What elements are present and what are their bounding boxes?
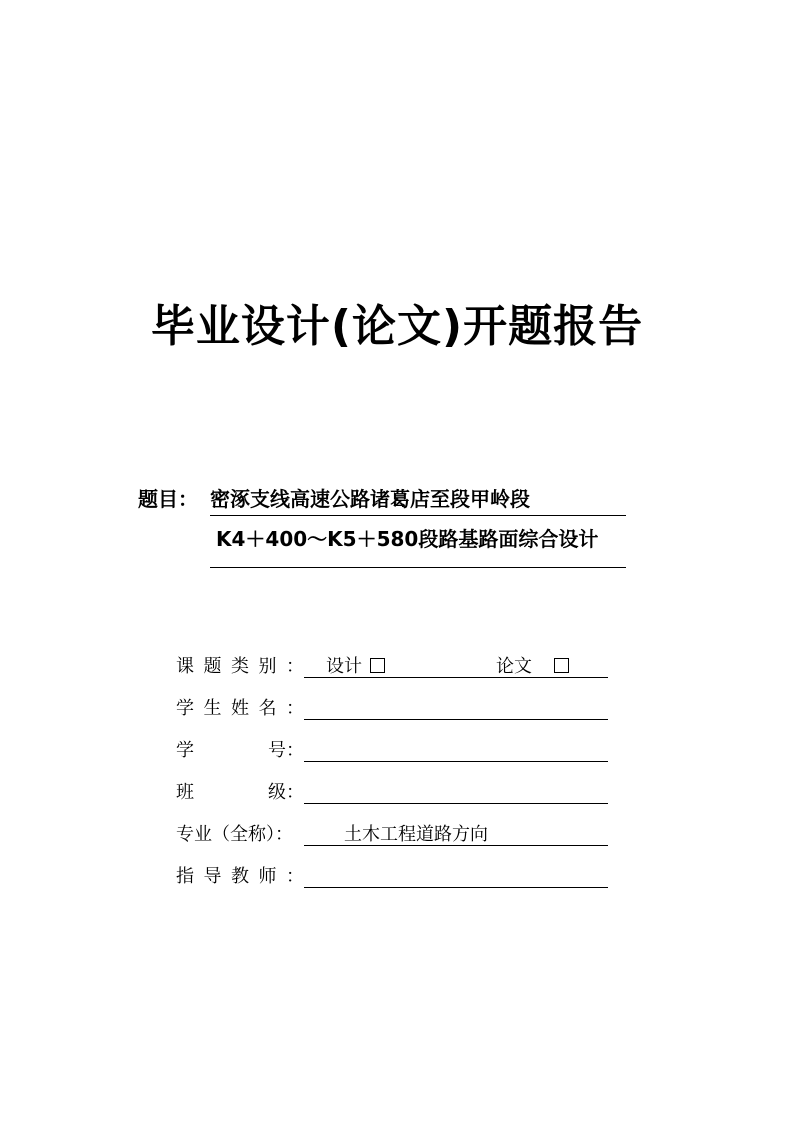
- label-char: 班: [176, 782, 194, 803]
- label-char: 指: [176, 866, 194, 887]
- label-char: 名: [258, 698, 277, 719]
- label-char: 类: [231, 656, 249, 677]
- row-category: [176, 652, 616, 682]
- category-label: [176, 652, 304, 678]
- design-checkbox[interactable]: [370, 658, 385, 673]
- major-label: 专业（全称）：: [176, 824, 293, 845]
- student-name-label: [176, 694, 304, 720]
- label-char: ：: [286, 782, 304, 803]
- thesis-checkbox[interactable]: [554, 658, 569, 673]
- thesis-option[interactable]: [496, 652, 569, 678]
- label-char: 师: [258, 866, 277, 887]
- row-student-name: [176, 694, 616, 724]
- row-major: [176, 820, 616, 850]
- student-name-field[interactable]: [304, 694, 608, 720]
- major-value: 土木工程道路方向: [344, 824, 488, 845]
- row-student-id: [176, 736, 616, 766]
- topic-text-2: K4＋400～K5＋580段路基路面综合设计: [216, 527, 599, 551]
- design-option[interactable]: [326, 652, 385, 678]
- topic-line-2: [210, 523, 626, 568]
- label-char: 题: [203, 656, 222, 677]
- thesis-option-label: 论文: [496, 656, 532, 677]
- student-id-label: [176, 736, 304, 762]
- page-title: 毕业设计(论文)开题报告: [150, 301, 644, 352]
- label-char: 导: [203, 866, 222, 887]
- category-value-line: [304, 652, 608, 678]
- topic-label: 题目：: [138, 487, 198, 511]
- label-char: 号: [268, 740, 286, 761]
- topic-text-1: 密涿支线高速公路诸葛店至段甲岭段: [210, 487, 530, 511]
- advisor-field[interactable]: [304, 862, 608, 888]
- label-char: ：: [286, 656, 304, 677]
- design-option-label: 设计: [326, 656, 362, 677]
- label-char: 课: [176, 656, 194, 677]
- advisor-label: [176, 862, 304, 888]
- label-char: ：: [286, 698, 304, 719]
- label-char: 学: [176, 698, 194, 719]
- row-advisor: [176, 862, 616, 892]
- label-char: 姓: [231, 698, 249, 719]
- label-char: 别: [258, 656, 277, 677]
- label-char: ：: [286, 866, 304, 887]
- label-char: 生: [203, 698, 222, 719]
- row-class: [176, 778, 616, 808]
- topic-line-1: [210, 483, 626, 516]
- label-char: 学: [176, 740, 194, 761]
- label-char: 教: [231, 866, 249, 887]
- class-label: [176, 778, 304, 804]
- class-field[interactable]: [304, 778, 608, 804]
- label-char: ：: [286, 740, 304, 761]
- student-id-field[interactable]: [304, 736, 608, 762]
- label-char: 级: [268, 782, 286, 803]
- major-field[interactable]: [304, 820, 608, 846]
